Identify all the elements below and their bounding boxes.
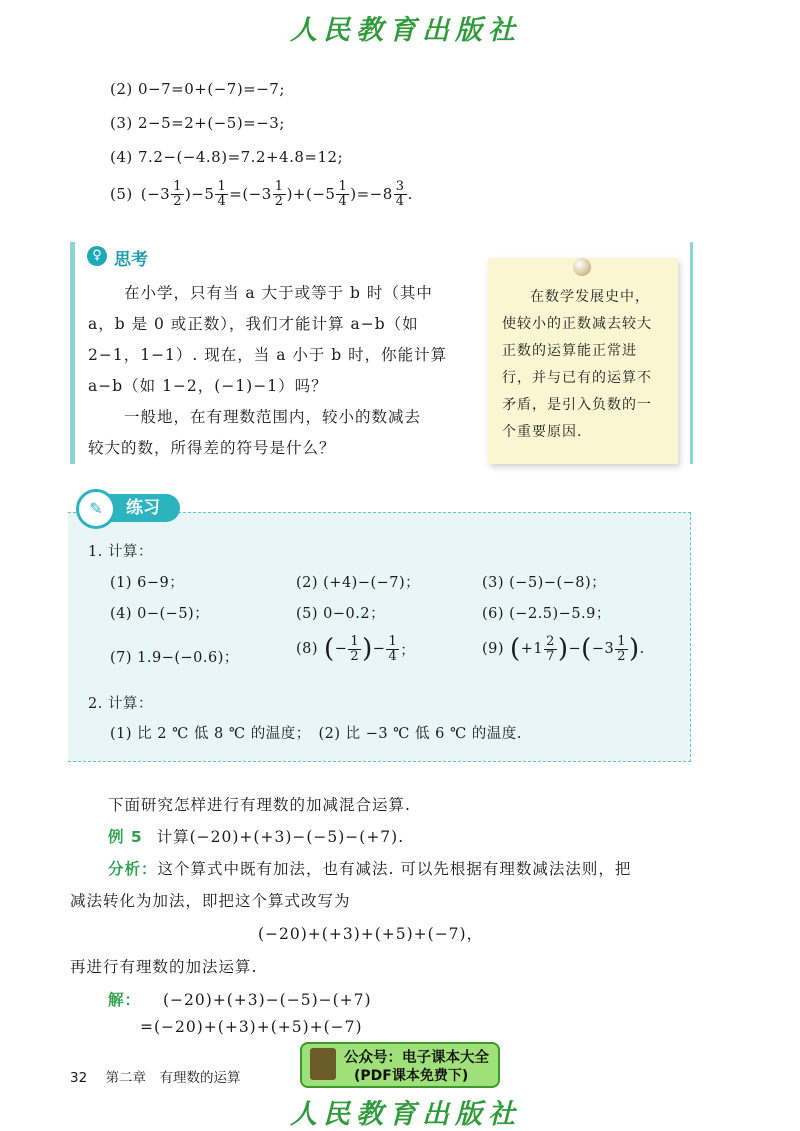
example-line-5: (5) (−3 $\frac{1}{2}$ )−5 $\frac{1}{4}$ =(−3 $\frac{1}{2}$ )+(−5 $\frac{1}{4}$ )=−8 $\frac{3}{4}$ . (110, 179, 413, 209)
solution-line-1 (108, 988, 372, 1010)
thinking-line: a，b 是 0 或正数），我们才能计算 a−b（如 (88, 315, 419, 333)
example-5 (108, 825, 404, 847)
exercise-q2-line: (1) 比 2 ℃ 低 8 ℃ 的温度； (2) 比 −3 ℃ 低 6 ℃ 的温度. (110, 726, 522, 742)
exercise-item-2: (2) (+4)−(−7)； (296, 575, 421, 591)
exercise-item-8: (8) ( − $\frac{1}{2}$ ) − $\frac{1}{4}$ ； (296, 633, 416, 664)
page-number: 32 (70, 1070, 88, 1086)
exercise-item-6: (6) (−2.5)−5.9； (482, 606, 611, 622)
analysis-line-1 (108, 857, 631, 879)
example-expression: 计算(−20)+(+3)−(−5)−(+7). (156, 828, 405, 846)
badge-line-2: (PDF课本免费下) (354, 1068, 469, 1084)
exercise-q1: 1. 计算： (88, 544, 153, 560)
note-line: 行，并与已有的运算不 (502, 370, 652, 386)
exercise-item-7: (7) 1.9−(−0.6)； (110, 650, 239, 666)
example-line-3: (3) 2−5=2+(−5)=−3; (110, 114, 285, 132)
footer-page-info (70, 1066, 240, 1086)
note-line: 使较小的正数减去较大 (502, 316, 652, 332)
analysis-label: 分析： (108, 860, 158, 878)
thinking-paragraph (88, 278, 478, 464)
badge-line-1: 公众号：电子课本大全 (344, 1050, 489, 1066)
exercise-item-4: (4) 0−(−5)； (110, 606, 210, 622)
note-line: 正数的运算能正常进 (502, 343, 637, 359)
analysis-then: 再进行有理数的加法运算. (70, 958, 258, 976)
thinking-line: a−b（如 1−2，(−1)−1）吗？ (88, 377, 328, 395)
analysis-rewrite: (−20)+(+3)+(+5)+(−7)， (258, 925, 484, 943)
exercise-q2: 2. 计算： (88, 696, 153, 712)
note-line: 矛盾，是引入负数的一 (502, 397, 652, 413)
thinking-line: 在小学，只有当 a 大于或等于 b 时（其中 (124, 284, 433, 302)
solution-label: 解： (108, 991, 142, 1009)
lightbulb-icon: ♀ (87, 246, 107, 266)
exercise-item-9: (9) ( +1 $\frac{2}{7}$ ) − ( −3 $\frac{1}{2}$ ) . (482, 633, 645, 664)
exercise-item-5: (5) 0−0.2； (296, 606, 386, 622)
chapter-title: 第二章 有理数的运算 (105, 1070, 241, 1086)
thinking-title: 思考 (114, 250, 148, 270)
example-line-5-label: (5) (110, 185, 133, 204)
note-line: 个重要原因. (502, 424, 583, 440)
analysis-text-1: 这个算式中既有加法，也有减法. 可以先根据有理数减法法则，把 (157, 860, 632, 878)
watermark-badge (300, 1042, 500, 1088)
body-intro: 下面研究怎样进行有理数的加减混合运算. (108, 796, 411, 814)
thinking-line: 2−1，1−1）. 现在，当 a 小于 b 时，你能计算 (88, 346, 448, 364)
example-line-4: (4) 7.2−(−4.8)=7.2+4.8=12; (110, 148, 344, 166)
solution-text-1: (−20)+(+3)−(−5)−(+7) (162, 991, 372, 1009)
thinking-sidebar-bar (70, 242, 75, 464)
thinking-line: 一般地，在有理数范围内，较小的数减去 (124, 408, 422, 426)
sticky-note (488, 258, 678, 464)
thinking-line: 较大的数，所得差的符号是什么？ (88, 439, 336, 457)
publisher-logo-top: 人民教育出版社 (290, 15, 521, 46)
pin-icon (573, 258, 591, 276)
exercise-title: 练习 (86, 494, 180, 522)
exercise-item-3: (3) (−5)−(−8)； (482, 575, 607, 591)
exercise-item-1: (1) 6−9； (110, 575, 185, 591)
solution-line-2: =(−20)+(+3)+(+5)+(−7) (140, 1018, 363, 1036)
exercise-item-9-label: (9) (482, 641, 505, 657)
thinking-right-bar (690, 242, 693, 464)
publisher-logo-bottom: 人民教育出版社 (290, 1099, 521, 1130)
example-label: 例 5 (108, 828, 143, 846)
book-icon (310, 1048, 336, 1080)
example-line-2: (2) 0−7=0+(−7)=−7; (110, 80, 285, 98)
note-line: 在数学发展史中， (530, 289, 650, 305)
exercise-item-8-label: (8) (296, 641, 319, 657)
analysis-line-2: 减法转化为加法，即把这个算式改写为 (70, 892, 351, 910)
pencil-icon: ✎ (76, 489, 116, 529)
